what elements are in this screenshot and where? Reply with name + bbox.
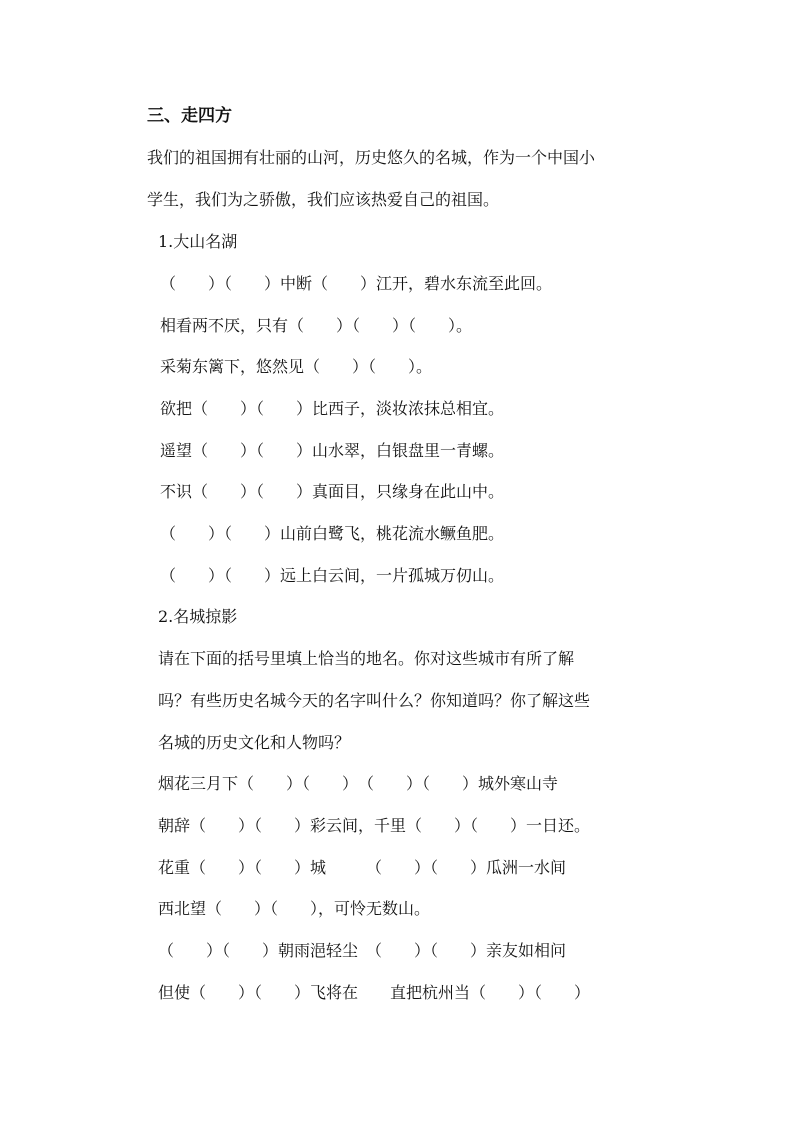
part1-line-7: （ ）（ ）山前白鹭飞，桃花流水鳜鱼肥。 (160, 524, 505, 543)
part2-line-1: 烟花三月下（ ）（ ） （ ）（ ）城外寒山寺 (158, 774, 559, 793)
part1-line-8: （ ）（ ）远上白云间，一片孤城万仞山。 (160, 566, 505, 585)
part2-line-6: 但使（ ）（ ）飞将在 直把杭州当（ ）（ ） (158, 983, 591, 1002)
part2-instruction-1: 请在下面的括号里填上恰当的地名。你对这些城市有所了解 (158, 649, 575, 668)
part1-line-5: 遥望（ ）（ ）山水翠，白银盘里一青螺。 (160, 441, 505, 460)
part2-line-5: （ ）（ ）朝雨浥轻尘 （ ）（ ）亲友如相问 (158, 941, 567, 960)
part2-line-3: 花重（ ）（ ）城 （ ）（ ）瓜洲一水间 (158, 858, 567, 877)
part1-line-3: 采菊东篱下，悠然见（ ）（ ）。 (160, 357, 433, 376)
part2-instruction-2: 吗？有些历史名城今天的名字叫什么？你知道吗？你了解这些 (158, 691, 591, 710)
part2-heading: 2.名城掠影 (158, 607, 238, 626)
part1-line-4: 欲把（ ）（ ）比西子，淡妆浓抹总相宜。 (160, 399, 505, 418)
part1-heading: 1.大山名湖 (158, 232, 238, 251)
intro-line-1: 我们的祖国拥有壮丽的山河，历史悠久的名城，作为一个中国小 (147, 148, 596, 167)
part2-line-2: 朝辞（ ）（ ）彩云间，千里（ ）（ ）一日还。 (158, 816, 591, 835)
part1-line-1: （ ）（ ）中断（ ）江开，碧水东流至此回。 (160, 274, 553, 293)
part1-line-6: 不识（ ）（ ）真面目，只缘身在此山中。 (160, 482, 505, 501)
part2-line-4: 西北望（ ）（ ），可怜无数山。 (158, 899, 431, 918)
intro-line-2: 学生，我们为之骄傲，我们应该热爱自己的祖国。 (147, 190, 500, 209)
part2-instruction-3: 名城的历史文化和人物吗？ (158, 733, 351, 752)
part1-line-2: 相看两不厌，只有（ ）（ ）（ ）。 (160, 316, 473, 335)
section-title: 三、走四方 (147, 106, 232, 126)
